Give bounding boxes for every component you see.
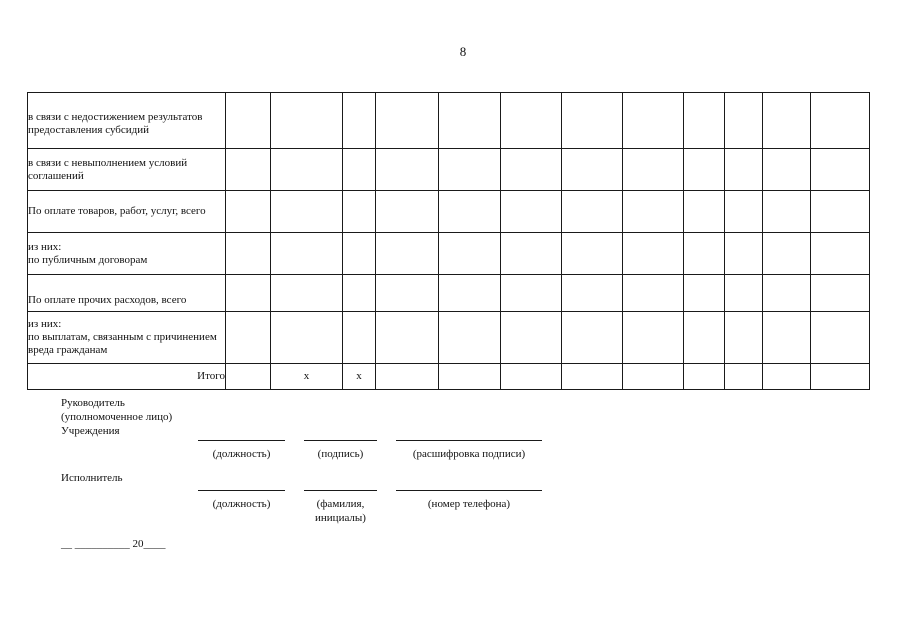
table-cell[interactable] (623, 312, 684, 364)
table-cell[interactable] (343, 191, 376, 233)
head-signature-line[interactable] (304, 440, 377, 441)
table-cell[interactable] (684, 275, 725, 312)
row-failure-to-comply-agreements (28, 149, 870, 191)
executor-phone-line[interactable] (396, 490, 542, 491)
total-cell-crossed: x (343, 364, 376, 390)
total-cell[interactable] (226, 364, 271, 390)
table-cell[interactable] (343, 149, 376, 191)
table-cell[interactable] (811, 191, 870, 233)
total-cell[interactable] (684, 364, 725, 390)
table-cell[interactable] (501, 191, 562, 233)
table-cell[interactable] (439, 312, 501, 364)
table-cell[interactable] (376, 149, 439, 191)
table-cell[interactable] (562, 93, 623, 149)
total-cell[interactable] (501, 364, 562, 390)
total-cell[interactable] (811, 364, 870, 390)
row-label: из них: по публичным договорам (28, 233, 226, 275)
table-cell[interactable] (811, 275, 870, 312)
table-cell[interactable] (725, 312, 763, 364)
table-cell[interactable] (623, 93, 684, 149)
table-cell[interactable] (811, 312, 870, 364)
table-cell[interactable] (763, 149, 811, 191)
table-cell[interactable] (226, 312, 271, 364)
table-cell[interactable] (226, 93, 271, 149)
table-cell[interactable] (684, 149, 725, 191)
table-cell[interactable] (684, 191, 725, 233)
row-harm-compensation (28, 312, 870, 364)
table-cell[interactable] (562, 149, 623, 191)
head-position-caption: (должность) (212, 448, 271, 460)
table-cell[interactable] (343, 275, 376, 312)
total-cell[interactable] (725, 364, 763, 390)
executor-position-caption: (должность) (212, 498, 271, 510)
table-cell[interactable] (725, 149, 763, 191)
table-cell[interactable] (226, 149, 271, 191)
row-label: в связи с недостижением результатов предоставления субсидий (28, 93, 226, 149)
table-cell[interactable] (501, 275, 562, 312)
page-number: 8 (459, 44, 467, 59)
table-cell[interactable] (226, 233, 271, 275)
table-cell[interactable] (271, 93, 343, 149)
table-cell[interactable] (439, 275, 501, 312)
table-cell[interactable] (763, 93, 811, 149)
executor-position-line[interactable] (198, 490, 285, 491)
table-cell[interactable] (501, 93, 562, 149)
table-cell[interactable] (763, 275, 811, 312)
executor-name-caption: (фамилия, инициалы) (315, 498, 366, 524)
table-cell[interactable] (501, 149, 562, 191)
row-label: По оплате прочих расходов, всего (28, 275, 226, 312)
total-label: Итого (28, 364, 226, 390)
report-table (27, 92, 870, 390)
table-cell[interactable] (763, 312, 811, 364)
executor-title: Исполнитель (61, 472, 123, 484)
table-cell[interactable] (684, 312, 725, 364)
table-cell[interactable] (725, 233, 763, 275)
table-cell[interactable] (811, 149, 870, 191)
total-cell[interactable] (376, 364, 439, 390)
table-cell[interactable] (439, 149, 501, 191)
table-cell[interactable] (271, 149, 343, 191)
total-cell[interactable] (439, 364, 501, 390)
table-cell[interactable] (623, 275, 684, 312)
table-cell[interactable] (763, 191, 811, 233)
row-public-contracts (28, 233, 870, 275)
head-signature-title (61, 396, 172, 438)
table-cell[interactable] (623, 149, 684, 191)
table-cell[interactable] (226, 191, 271, 233)
table-cell[interactable] (623, 191, 684, 233)
row-failure-to-achieve-results (28, 93, 870, 149)
table-cell[interactable] (343, 233, 376, 275)
head-title-line-2: (уполномоченное лицо) (61, 411, 173, 423)
table-cell[interactable] (725, 191, 763, 233)
table-cell[interactable] (271, 233, 343, 275)
table-cell[interactable] (376, 312, 439, 364)
table-cell[interactable] (439, 233, 501, 275)
table-cell[interactable] (811, 233, 870, 275)
total-cell[interactable] (562, 364, 623, 390)
head-position-line[interactable] (198, 440, 285, 441)
table-cell[interactable] (725, 275, 763, 312)
row-label: в связи с невыполнением условий соглашений (28, 149, 226, 191)
table-cell[interactable] (343, 93, 376, 149)
table-cell[interactable] (271, 275, 343, 312)
table-cell[interactable] (376, 275, 439, 312)
date-line[interactable]: __ __________ 20____ (61, 538, 166, 550)
table-cell[interactable] (562, 191, 623, 233)
table-cell[interactable] (562, 312, 623, 364)
table-cell[interactable] (501, 312, 562, 364)
head-title-line-3: Учреждения (61, 425, 120, 437)
row-label: По оплате товаров, работ, услуг, всего (28, 191, 226, 233)
table-cell[interactable] (684, 233, 725, 275)
table-cell[interactable] (725, 93, 763, 149)
table-cell[interactable] (271, 312, 343, 364)
row-total (28, 364, 870, 390)
table-cell[interactable] (271, 191, 343, 233)
total-cell[interactable] (763, 364, 811, 390)
table-cell[interactable] (501, 233, 562, 275)
table-cell[interactable] (439, 93, 501, 149)
row-label: из них: по выплатам, связанным с причинением вреда гражданам (28, 312, 226, 364)
head-title-line-1: Руководитель (61, 397, 125, 409)
table-cell[interactable] (226, 275, 271, 312)
head-signature-decoding-caption: (расшифровка подписи) (412, 448, 526, 460)
table-cell[interactable] (343, 312, 376, 364)
table-cell[interactable] (376, 233, 439, 275)
table-cell[interactable] (684, 93, 725, 149)
row-other-expenses-total (28, 275, 870, 312)
table-cell[interactable] (763, 233, 811, 275)
executor-phone-caption: (номер телефона) (427, 498, 511, 510)
table-cell[interactable] (562, 233, 623, 275)
table-cell[interactable] (811, 93, 870, 149)
table-cell[interactable] (562, 275, 623, 312)
executor-name-line[interactable] (304, 490, 377, 491)
table-cell[interactable] (376, 191, 439, 233)
head-signature-decoding-line[interactable] (396, 440, 542, 441)
table-cell[interactable] (439, 191, 501, 233)
table-cell[interactable] (376, 93, 439, 149)
head-signature-caption: (подпись) (317, 448, 364, 460)
table-cell[interactable] (623, 233, 684, 275)
row-goods-works-services-total (28, 191, 870, 233)
total-cell-crossed: x (271, 364, 343, 390)
total-cell[interactable] (623, 364, 684, 390)
